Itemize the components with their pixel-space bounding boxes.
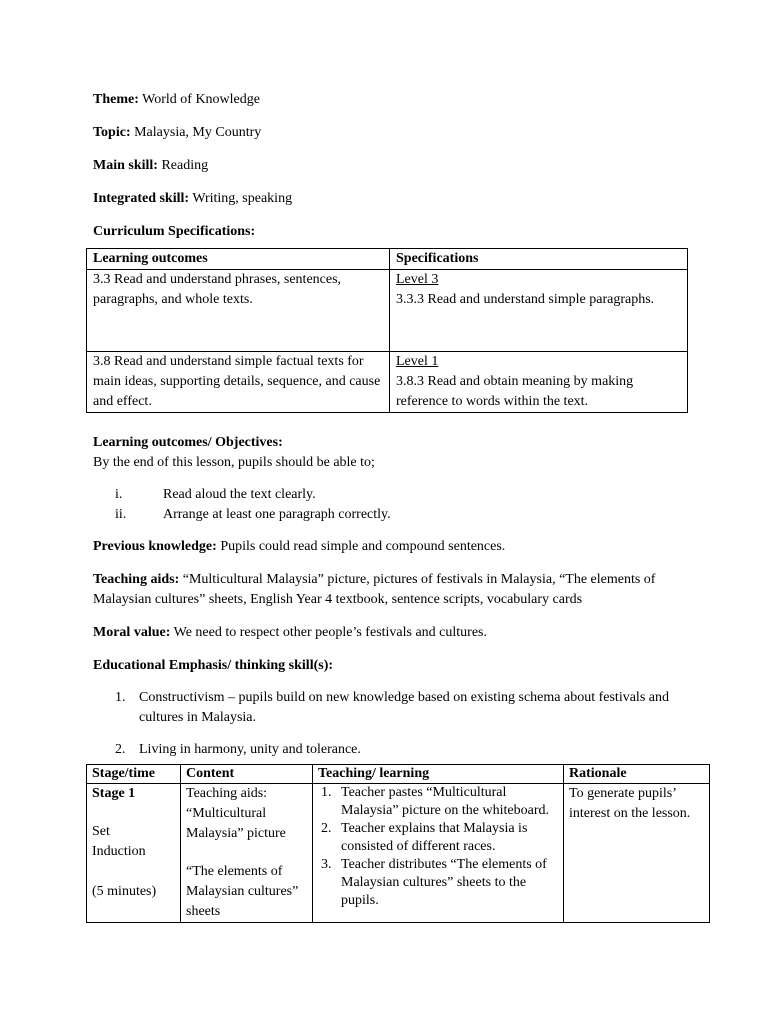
- moral-value-label: Moral value:: [93, 625, 171, 640]
- list-number: 1.: [321, 785, 332, 800]
- list-item: [318, 784, 559, 820]
- objectives-list: [93, 485, 693, 525]
- moral-value-value: We need to respect other people’s festivals and cultures.: [173, 625, 487, 640]
- list-number: i.: [115, 487, 123, 502]
- previous-knowledge-label: Previous knowledge:: [93, 539, 217, 554]
- curriculum-row: [87, 270, 688, 352]
- stage-row: [87, 784, 710, 923]
- teaching-aids-label: Teaching aids:: [93, 572, 180, 587]
- curriculum-heading: [93, 222, 693, 242]
- stage-cell: [87, 784, 181, 923]
- teaching-aids-value: “Multicultural Malaysia” picture, pictures of festivals in Malaysia, “The elements of Malaysian cultures” sheets, English Year 4 textbook, sentence scripts, vocabulary cards: [93, 572, 656, 607]
- list-item: [318, 820, 559, 856]
- emphasis-section: [93, 656, 693, 760]
- spec-cell: [390, 352, 688, 413]
- level-label: Level 1: [396, 354, 439, 369]
- main-skill-value: Reading: [161, 158, 209, 173]
- emphasis-label: Educational Emphasis/ thinking skill(s):: [93, 658, 334, 673]
- list-number: 1.: [115, 690, 126, 705]
- list-item: [93, 740, 693, 760]
- curriculum-header-row: [87, 249, 688, 270]
- spec-text: 3.8.3 Read and obtain meaning by making reference to words within the text.: [396, 374, 634, 409]
- outcome-cell: 3.8 Read and understand simple factual texts for main ideas, supporting details, sequence, and cause and effect.: [87, 352, 390, 413]
- list-item: [318, 856, 559, 910]
- topic-line: [93, 123, 693, 143]
- stage-name: Set Induction: [92, 824, 146, 859]
- main-skill-label: Main skill:: [93, 158, 158, 173]
- theme-value: World of Knowledge: [142, 92, 260, 107]
- list-item: [93, 688, 693, 728]
- header-stage-time: Stage/time: [87, 765, 181, 784]
- list-number: 2.: [115, 742, 126, 757]
- integrated-skill-line: [93, 189, 693, 209]
- teaching-learning-cell: [313, 784, 564, 923]
- curriculum-table: [86, 248, 688, 413]
- objectives-label: Learning outcomes/ Objectives:: [93, 435, 283, 450]
- theme-label: Theme:: [93, 92, 139, 107]
- main-skill-line: [93, 156, 693, 176]
- header-content: Content: [181, 765, 313, 784]
- content-cell: [181, 784, 313, 923]
- list-number: 2.: [321, 821, 332, 836]
- header-teaching-learning: Teaching/ learning: [313, 765, 564, 784]
- objectives-intro: By the end of this lesson, pupils should be able to;: [93, 455, 375, 470]
- list-text: Constructivism – pupils build on new knowledge based on existing schema about festivals and cultures in Malaysia.: [139, 690, 669, 725]
- lesson-plan-page: [93, 90, 693, 923]
- list-item: [93, 505, 693, 525]
- list-text: Teacher explains that Malaysia is consisted of different races.: [341, 821, 528, 854]
- stage-time: (5 minutes): [92, 884, 157, 899]
- objectives-section: [93, 433, 693, 525]
- list-text: Teacher pastes “Multicultural Malaysia” picture on the whiteboard.: [341, 785, 549, 818]
- integrated-skill-value: Writing, speaking: [192, 191, 293, 206]
- header-specifications: Specifications: [390, 249, 688, 270]
- list-item: [93, 485, 693, 505]
- stage-number: Stage 1: [92, 786, 136, 801]
- list-number: 3.: [321, 857, 332, 872]
- spec-text: 3.3.3 Read and understand simple paragraphs.: [396, 292, 655, 307]
- curriculum-label: Curriculum Specifications:: [93, 224, 256, 239]
- header-rationale: Rationale: [564, 765, 710, 784]
- emphasis-list: [93, 688, 693, 760]
- outcome-cell: 3.3 Read and understand phrases, sentences, paragraphs, and whole texts.: [87, 270, 390, 352]
- teaching-aids-line: [93, 570, 693, 610]
- steps-list: [318, 784, 559, 910]
- content-label: Teaching aids:: [186, 786, 268, 801]
- integrated-skill-label: Integrated skill:: [93, 191, 190, 206]
- content-item: “Multicultural Malaysia” picture: [186, 806, 286, 841]
- list-number: ii.: [115, 507, 127, 522]
- list-text: Arrange at least one paragraph correctly.: [163, 507, 391, 522]
- header-learning-outcomes: Learning outcomes: [87, 249, 390, 270]
- list-text: Living in harmony, unity and tolerance.: [139, 742, 361, 757]
- content-item: “The elements of Malaysian cultures” sheets: [186, 864, 299, 919]
- level-label: Level 3: [396, 272, 439, 287]
- topic-label: Topic:: [93, 125, 131, 140]
- list-text: Read aloud the text clearly.: [163, 487, 316, 502]
- topic-value: Malaysia, My Country: [134, 125, 262, 140]
- stage-header-row: [87, 765, 710, 784]
- previous-knowledge-line: [93, 537, 693, 557]
- rationale-cell: To generate pupils’ interest on the lesson.: [564, 784, 710, 923]
- stage-table: [86, 764, 710, 923]
- theme-line: [93, 90, 693, 110]
- moral-value-line: [93, 623, 693, 643]
- list-text: Teacher distributes “The elements of Malaysian cultures” sheets to the pupils.: [341, 857, 547, 908]
- previous-knowledge-value: Pupils could read simple and compound sentences.: [220, 539, 506, 554]
- spec-cell: [390, 270, 688, 352]
- curriculum-row: [87, 352, 688, 413]
